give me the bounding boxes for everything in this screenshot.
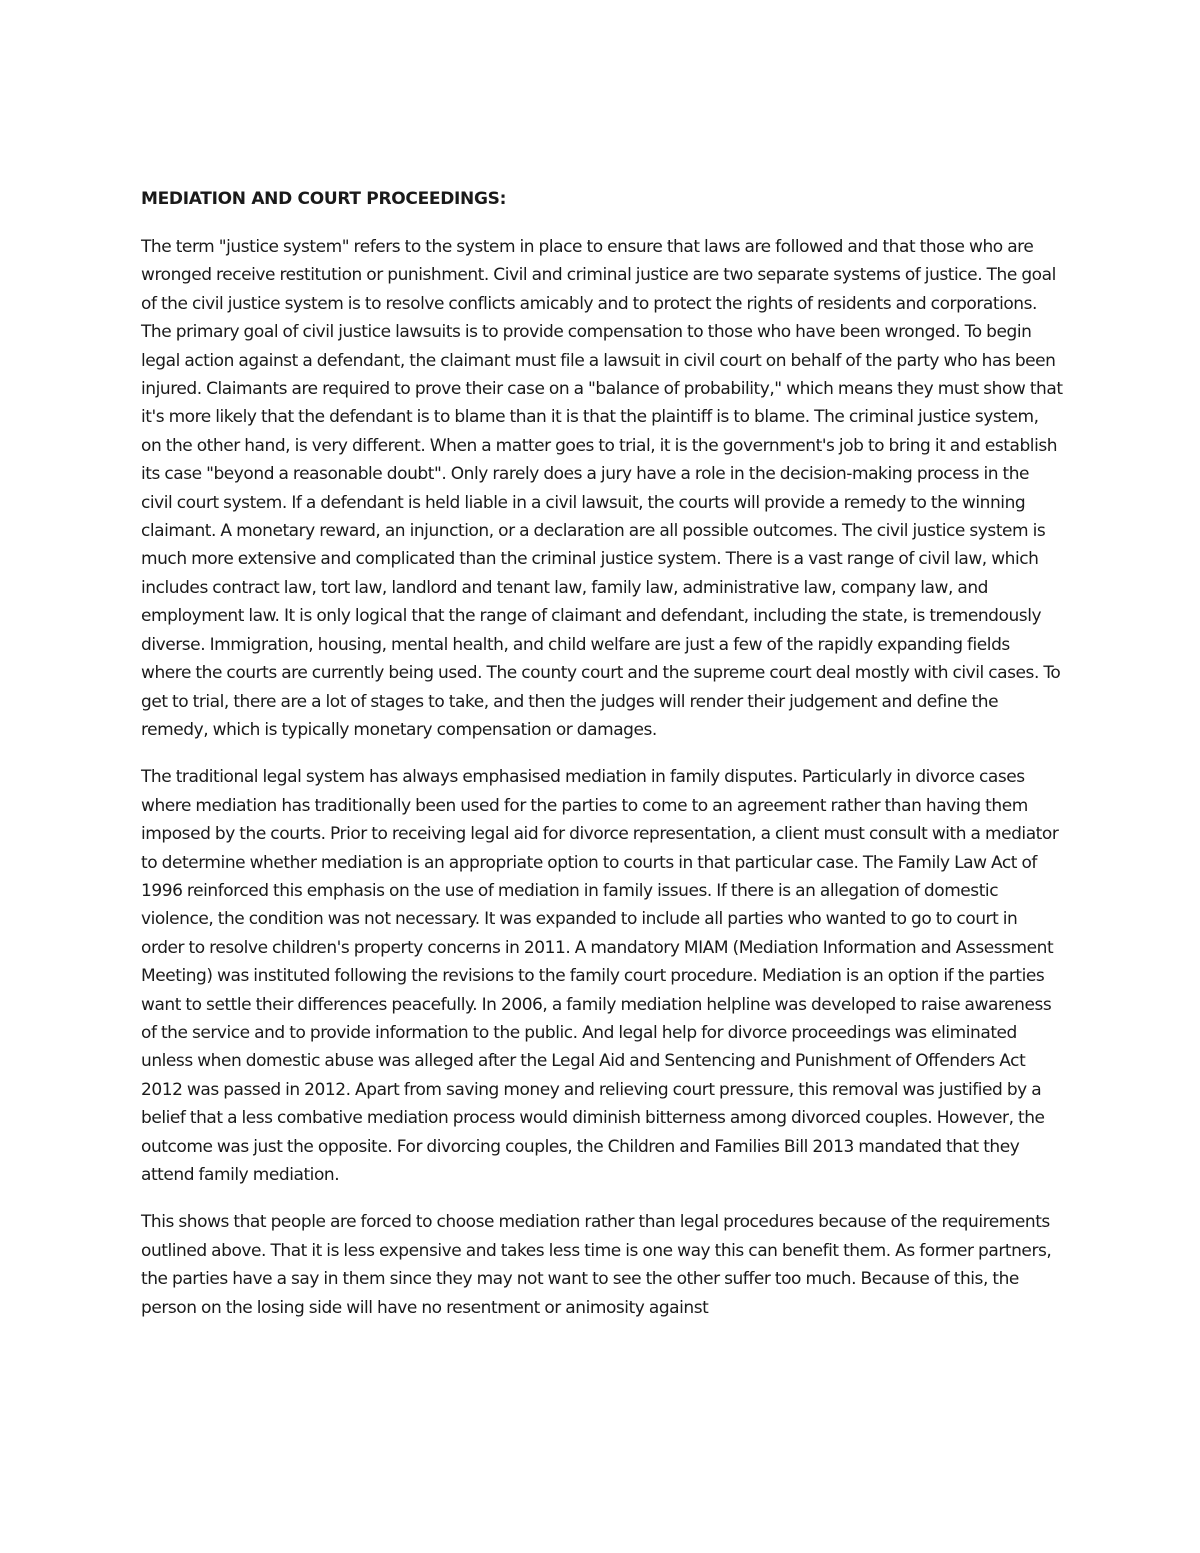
paragraph-justice-system: The term "justice system" refers to the system in place to ensure that laws are followed and that those who are wronged receive restitution or punishment. Civil and criminal justice are two separate systems of justice. The goal of the civil justice system is to resolve conflicts amicably and to protect the rights of residents and corporations. The primary goal of civil justice lawsuits is to provide compensation to those who have been wronged. To begin legal action against a defendant, the claimant must file a lawsuit in civil court on behalf of the party who has been injured. Claimants are required to prove their case on a "balance of probability," which means they must show that it's more likely that the defendant is to blame than it is that the plaintiff is to blame. The criminal justice system, on the other hand, is very different. When a matter goes to trial, it is the government's job to bring it and establish its case "beyond a reasonable doubt". Only rarely does a jury have a role in the decision-making process in the civil court system. If a defendant is held liable in a civil lawsuit, the courts will provide a remedy to the winning claimant. A monetary reward, an injunction, or a declaration are all possible outcomes. The civil justice system is much more extensive and complicated than the criminal justice system. There is a vast range of civil law, which includes contract law, tort law, landlord and tenant law, family law, administrative law, company law, and employment law. It is only logical that the range of claimant and defendant, including the state, is tremendously diverse. Immigration, housing, mental health, and child welfare are just a few of the rapidly expanding fields where the courts are currently being used. The county court and the supreme court deal mostly with civil cases. To get to trial, there are a lot of stages to take, and then the judges will render their judgement and define the remedy, which is typically monetary compensation or damages. [141,237,1063,740]
document-title: MEDIATION AND COURT PROCEEDINGS: [141,189,507,209]
paragraph-mediation-benefits: This shows that people are forced to choose mediation rather than legal procedures because of the requirements outlined above. That it is less expensive and takes less time is one way this can benefit them. As former partners, the parties have a say in them since they may not want to see the other suffer too much. Because of this, the person on the losing side will have no resentment or animosity against [141,1212,1052,1318]
document-body [141,186,1063,1341]
paragraph-family-mediation: The traditional legal system has always emphasised mediation in family disputes. Particularly in divorce cases where mediation has traditionally been used for the parties to come to an agreement rather than having them imposed by the courts. Prior to receiving legal aid for divorce representation, a client must consult with a mediator to determine whether mediation is an appropriate option to courts in that particular case. The Family Law Act of 1996 reinforced this emphasis on the use of mediation in family issues. If there is an allegation of domestic violence, the condition was not necessary. It was expanded to include all parties who wanted to go to court in order to resolve children's property concerns in 2011. A mandatory MIAM (Mediation Information and Assessment Meeting) was instituted following the revisions to the family court procedure. Mediation is an option if the parties want to settle their differences peacefully. In 2006, a family mediation helpline was developed to raise awareness of the service and to provide information to the public. And legal help for divorce proceedings was eliminated unless when domestic abuse was alleged after the Legal Aid and Sentencing and Punishment of Offenders Act 2012 was passed in 2012. Apart from saving money and relieving court pressure, this removal was justified by a belief that a less combative mediation process would diminish bitterness among divorced couples. However, the outcome was just the opposite. For divorcing couples, the Children and Families Bill 2013 mandated that they attend family mediation. [141,767,1059,1185]
